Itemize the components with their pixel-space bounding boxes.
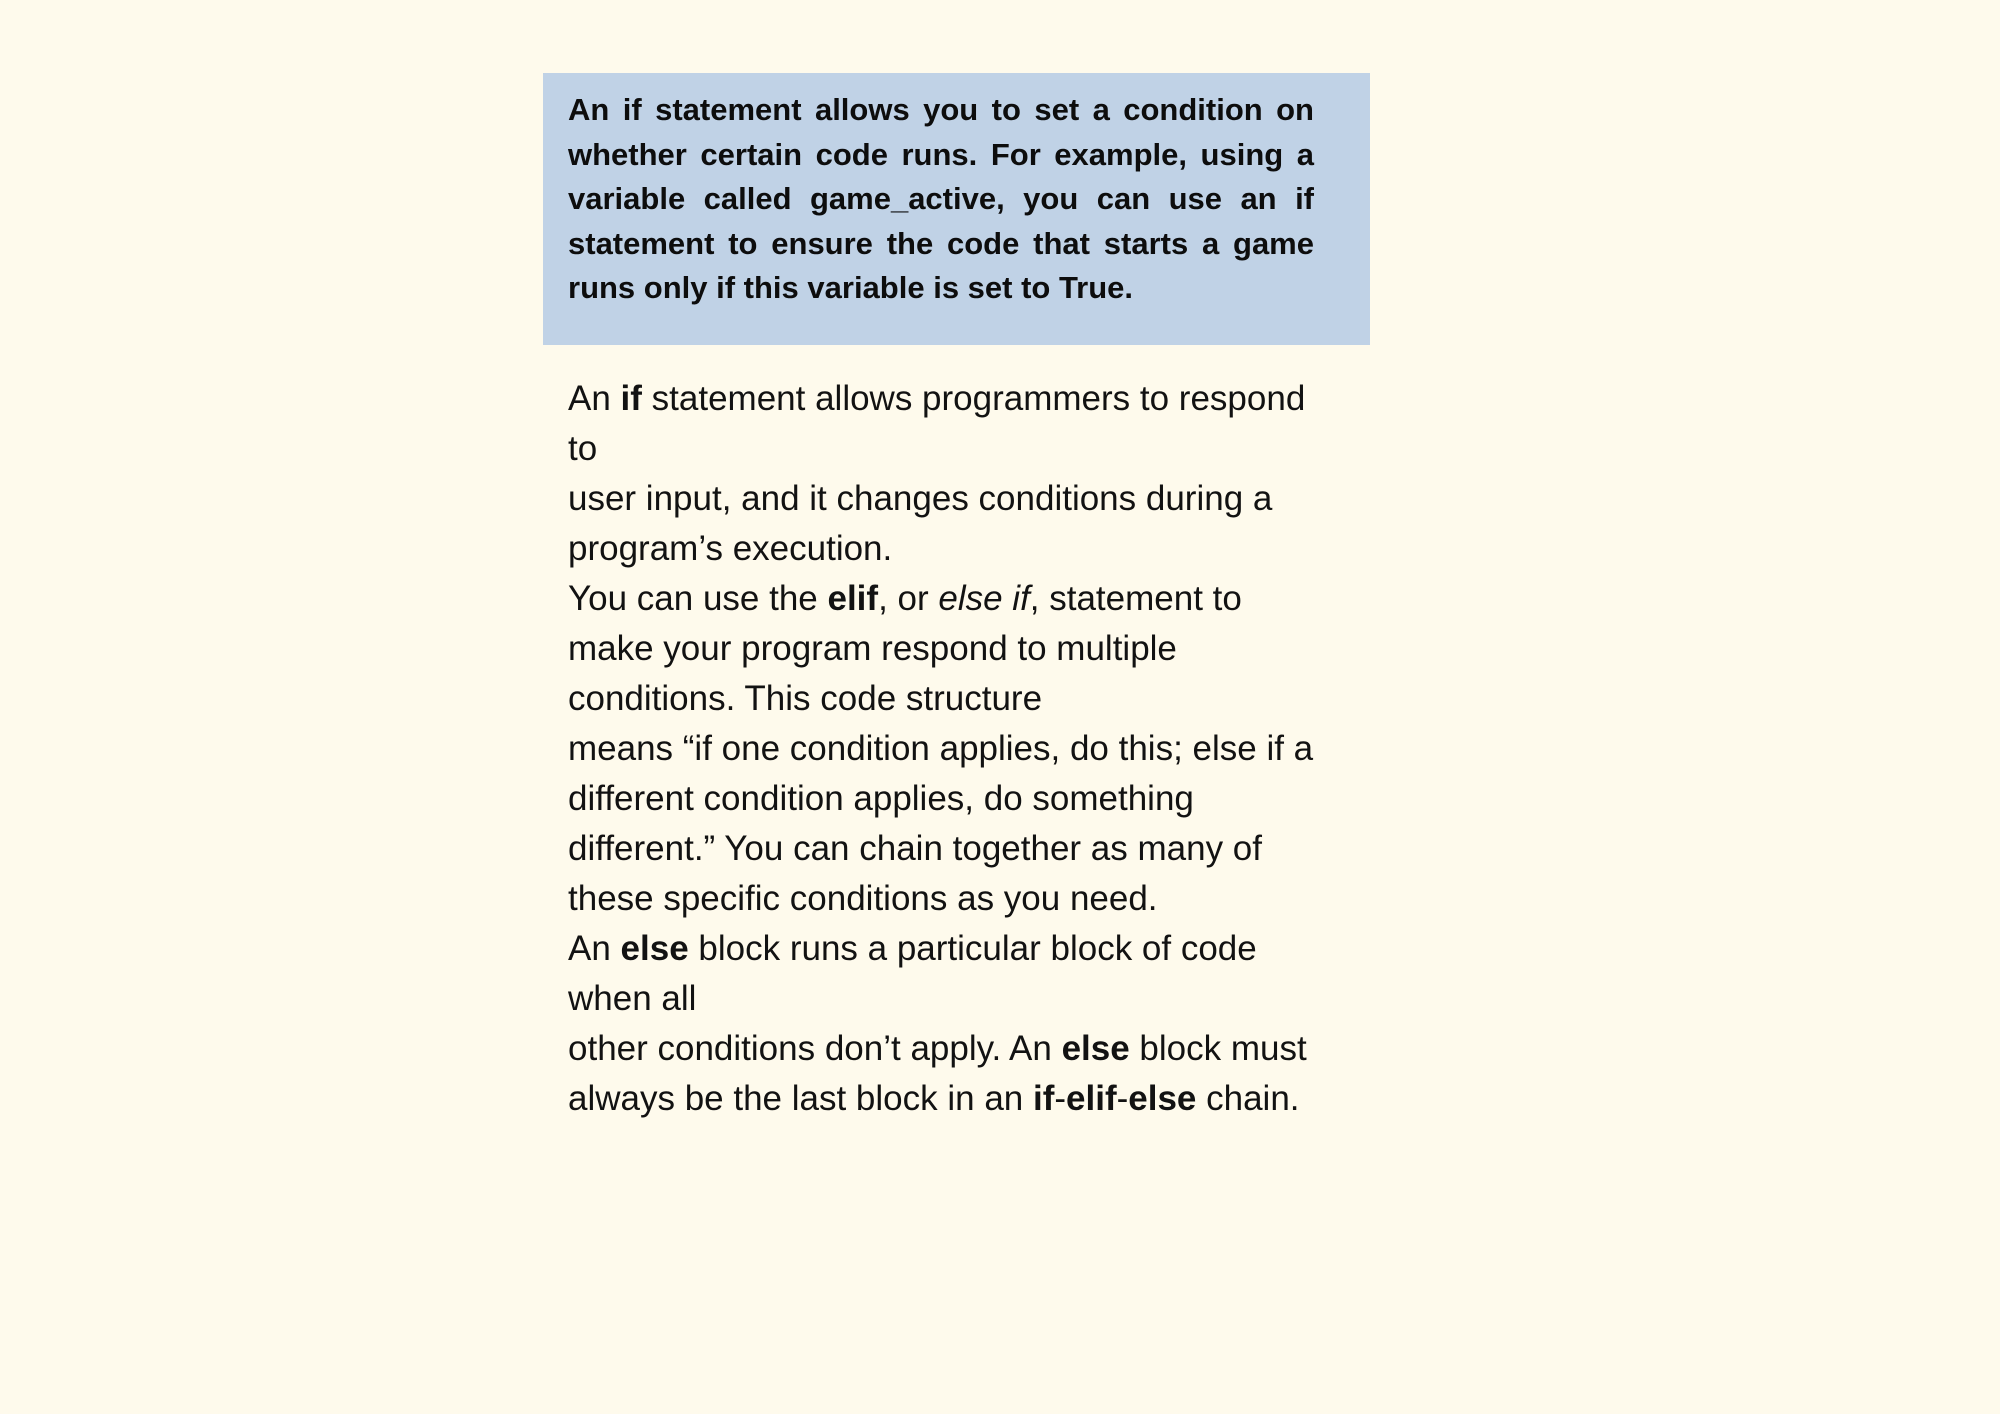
text-run: when all <box>568 979 697 1018</box>
summary-callout-box <box>543 73 1370 345</box>
text-run: - <box>1054 1079 1067 1118</box>
body-text-line <box>568 674 1358 724</box>
body-text-line <box>568 724 1358 774</box>
bold-keyword: if <box>620 379 642 418</box>
text-run: block runs a particular block of code <box>688 929 1257 968</box>
body-text-line <box>568 874 1358 924</box>
text-run: different.” You can chain together as many of <box>568 829 1262 868</box>
italic-text: else if <box>938 579 1030 618</box>
body-text-line <box>568 1024 1358 1074</box>
text-run: different condition applies, do something <box>568 779 1194 818</box>
text-run: , or <box>878 579 939 618</box>
body-text-line <box>568 924 1358 974</box>
text-run: statement allows programmers to respond <box>641 379 1306 418</box>
body-paragraphs <box>568 374 1358 1124</box>
text-run: these specific conditions as you need. <box>568 879 1158 918</box>
bold-keyword: else <box>1061 1029 1130 1068</box>
text-run: means “if one condition applies, do this; else if a <box>568 729 1314 768</box>
bold-keyword: else <box>1128 1079 1197 1118</box>
body-text-line <box>568 474 1358 524</box>
text-run: always be the last block in an <box>568 1079 1033 1118</box>
text-run: make your program respond to multiple <box>568 629 1177 668</box>
bold-keyword: else <box>620 929 689 968</box>
body-text-line <box>568 624 1358 674</box>
body-text-line <box>568 374 1358 424</box>
text-run: other conditions don’t apply. An <box>568 1029 1062 1068</box>
bold-keyword: elif <box>1066 1079 1117 1118</box>
summary-callout-text: An if statement allows you to set a condition on whether certain code runs. For example, using a variable called game_active, you can use an if statement to ensure the code that starts a game runs only if this variable is set to True. <box>568 92 1314 306</box>
text-run: - <box>1116 1079 1129 1118</box>
text-run: An <box>568 929 621 968</box>
bold-keyword: elif <box>827 579 879 618</box>
bold-keyword: if <box>1032 1079 1055 1118</box>
body-text-line <box>568 574 1358 624</box>
text-run: program’s execution. <box>568 529 893 568</box>
body-text-line <box>568 1074 1358 1124</box>
body-text-line <box>568 824 1358 874</box>
text-run: block must <box>1129 1029 1307 1068</box>
body-text-line <box>568 424 1358 474</box>
text-run: An <box>568 379 621 418</box>
body-text-line <box>568 974 1358 1024</box>
text-run: You can use the <box>568 579 828 618</box>
text-run: user input, and it changes conditions during a <box>568 479 1273 518</box>
text-run: , statement to <box>1029 579 1242 618</box>
text-run: to <box>568 429 598 468</box>
text-run: chain. <box>1196 1079 1300 1118</box>
text-run: conditions. This code structure <box>568 679 1043 718</box>
body-text-line <box>568 774 1358 824</box>
body-text-line <box>568 524 1358 574</box>
